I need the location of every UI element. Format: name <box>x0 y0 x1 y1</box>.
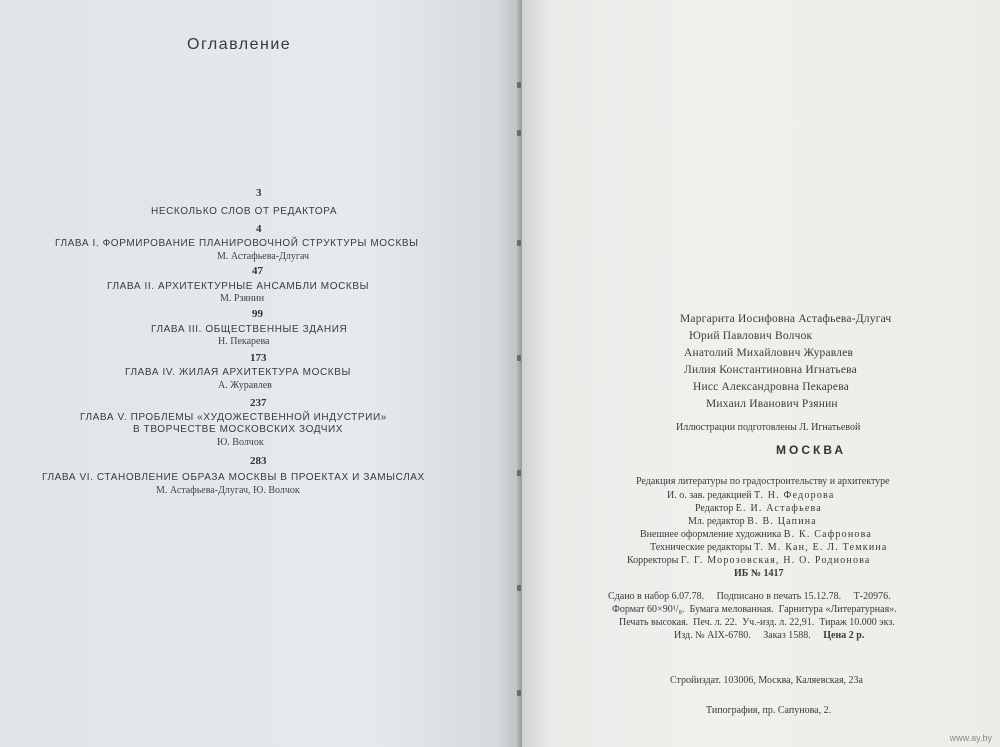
credit-line: Внешнее оформление художника В. К. Сафронова <box>640 529 873 540</box>
toc-page-number: 283 <box>250 455 267 467</box>
binding-stitch <box>517 690 521 696</box>
order-line: Изд. № АIХ-6780. Заказ 1588. Цена 2 р. <box>674 630 865 641</box>
binding-stitch <box>517 240 521 246</box>
print-detail: Формат 60×90¹/₈. Бумага мелованная. Гарнитура «Литературная». <box>612 604 897 615</box>
book-title: МОСКВА <box>776 443 847 457</box>
binding-stitch <box>517 355 521 361</box>
illustrations-credit: Иллюстрации подготовлены Л. Игнатьевой <box>676 422 861 433</box>
toc-heading: ГЛАВА II. АРХИТЕКТУРНЫЕ АНСАМБЛИ МОСКВЫ <box>107 281 370 292</box>
toc-page-number: 47 <box>252 265 263 277</box>
editorial-office: Редакция литературы по градостроительству и архитектуре <box>636 476 890 487</box>
toc-page-number: 4 <box>256 223 262 235</box>
binding-stitch <box>517 585 521 591</box>
credit-line: Корректоры Г. Г. Морозовская, Н. О. Родионова <box>627 555 871 566</box>
print-detail: Печать высокая. Печ. л. 22. Уч.-изд. л. 22,91. Тираж 10.000 экз. <box>619 617 895 628</box>
author-name: Лилия Константиновна Игнатьева <box>684 364 857 376</box>
toc-author: Ю. Волчок <box>217 437 264 448</box>
watermark-text: www.ay.by <box>949 733 992 743</box>
toc-page-number: 173 <box>250 352 267 364</box>
toc-author: Н. Пекарева <box>218 336 270 347</box>
credit-line: И. о. зав. редакцией Т. Н. Федорова <box>667 490 835 501</box>
toc-heading: ГЛАВА I. ФОРМИРОВАНИЕ ПЛАНИРОВОЧНОЙ СТРУКТУРЫ МОСКВЫ <box>55 238 419 249</box>
right-page <box>522 0 1000 747</box>
toc-heading: ГЛАВА V. ПРОБЛЕМЫ «ХУДОЖЕСТВЕННОЙ ИНДУСТРИИ» <box>80 412 387 423</box>
publisher-address: Стройиздат. 103006, Москва, Каляевская, 23а <box>670 675 863 686</box>
price: Цена 2 р. <box>823 630 865 641</box>
toc-author: А. Журавлев <box>218 380 272 391</box>
author-name: Нисс Александровна Пекарева <box>693 381 849 393</box>
print-detail: Сдано в набор 6.07.78. Подписано в печать 15.12.78. Т-20976. <box>608 591 891 602</box>
credit-line: Мл. редактор В. В. Цапина <box>688 516 817 527</box>
toc-author: М. Астафьева-Длугач <box>217 251 310 262</box>
author-name: Михаил Иванович Рзянин <box>706 398 838 410</box>
toc-page-number: 237 <box>250 397 267 409</box>
credit-line: Редактор Е. И. Астафьева <box>695 503 822 514</box>
author-name: Маргарита Иосифовна Астафьева-Длугач <box>680 313 892 325</box>
toc-heading: НЕСКОЛЬКО СЛОВ ОТ РЕДАКТОРА <box>151 206 338 217</box>
ib-number: ИБ № 1417 <box>734 568 784 579</box>
toc-heading-continued: В ТВОРЧЕСТВЕ МОСКОВСКИХ ЗОДЧИХ <box>133 424 344 435</box>
toc-heading: ГЛАВА III. ОБЩЕСТВЕННЫЕ ЗДАНИЯ <box>151 324 348 335</box>
credit-line: Технические редакторы Т. М. Кан, Е. Л. Темкина <box>650 542 888 553</box>
toc-author: М. Рзянин <box>220 293 265 304</box>
author-name: Юрий Павлович Волчок <box>689 330 813 342</box>
toc-title: Оглавление <box>187 36 292 53</box>
toc-page-number: 3 <box>256 187 262 199</box>
binding-stitch <box>517 470 521 476</box>
toc-page-number: 99 <box>252 308 263 320</box>
printer-address: Типография, пр. Сапунова, 2. <box>706 705 832 716</box>
toc-heading: ГЛАВА VI. СТАНОВЛЕНИЕ ОБРАЗА МОСКВЫ В ПРОЕКТАХ И ЗАМЫСЛАХ <box>42 472 425 483</box>
binding-stitch <box>517 82 521 88</box>
author-name: Анатолий Михайлович Журавлев <box>684 347 854 359</box>
toc-author: М. Астафьева-Длугач, Ю. Волчок <box>156 485 300 496</box>
binding-stitch <box>517 130 521 136</box>
toc-heading: ГЛАВА IV. ЖИЛАЯ АРХИТЕКТУРА МОСКВЫ <box>125 367 351 378</box>
